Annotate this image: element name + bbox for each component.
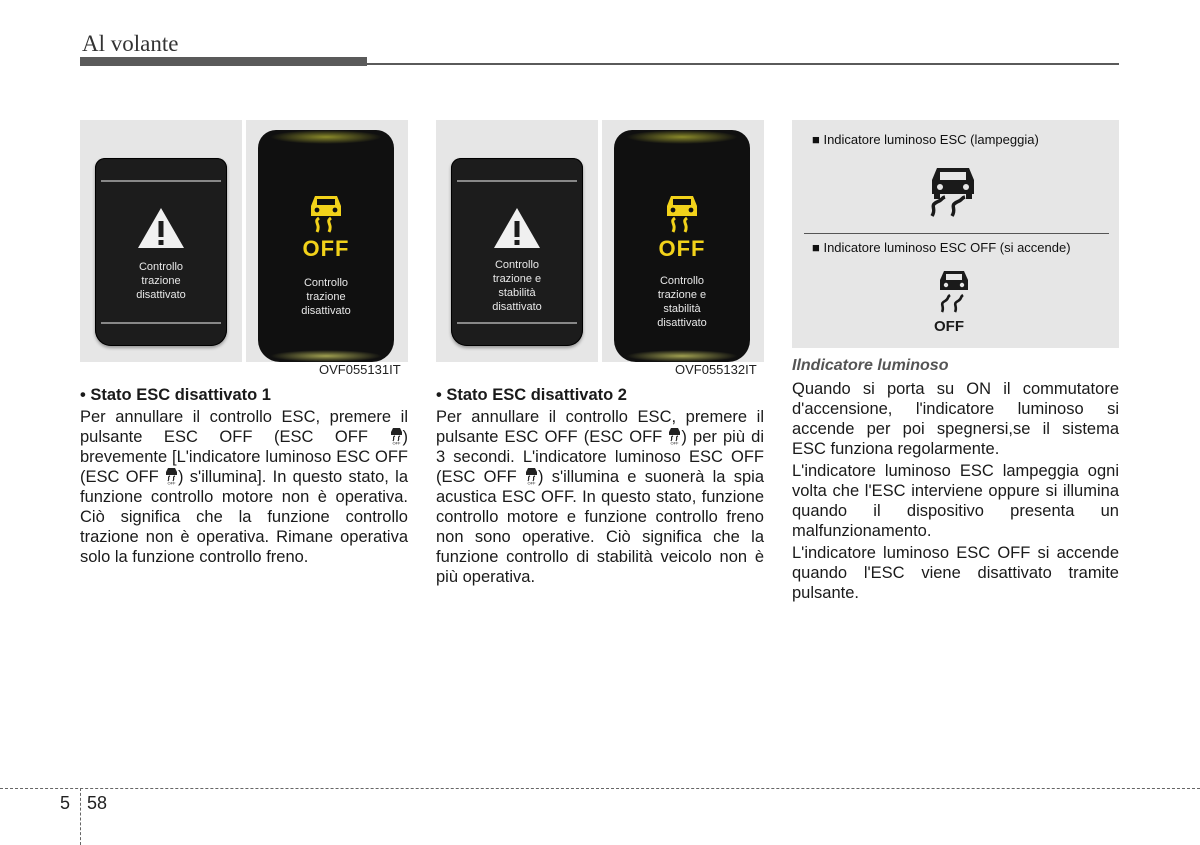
body-paragraph: Quando si porta su ON il commutatore d'accensione, l'indicatore luminoso si accende per poi spegnersi,se il sistema ESC funziona regolarmente. [792,380,1119,458]
footer-divider [80,788,81,845]
indicator-legend-box [792,120,1119,348]
body-paragraph: Per annullare il controllo ESC, premere il pulsante ESC OFF (ESC OFF OFF ) per più di 3 secondi. L'indicatore luminoso ESC OFF (ESC OFF OFF ) s'illumina e suonerà la spia acustica ESC OFF. In questo stato, funzione controllo motore e funzione controllo freno non sono operative. Ciò significa che la funzione controllo di stabilità veicolo non è più operativa. [436,408,765,586]
esc-off-icon-label: OFF [934,318,964,335]
figure-caption: OVF055132IT [675,362,757,377]
esc-button-label: Controllo trazione disattivato [301,277,351,317]
indicator-off-label: ■ Indicatore luminoso ESC OFF (si accende) [812,240,1071,255]
esc-car-icon [307,190,345,236]
page-number: 58 [87,793,108,813]
esc-off-inline-icon [525,467,538,485]
svg-text:OFF: OFF [392,440,400,445]
esc-off-inline-icon [165,467,178,485]
esc-button-label: Controllo trazione e stabilità disattivato [657,275,707,329]
page-header-title: Al volante [82,31,179,56]
body-paragraph: L'indicatore luminoso ESC OFF si accende quando l'ESC viene disattivato tramite pulsante. [792,544,1119,602]
off-label: OFF [658,236,706,261]
esc-indicator-icon [927,164,979,218]
text-column-3 [792,356,1119,603]
section-heading: • Stato ESC disattivato 2 [436,386,627,404]
figure-caption: OVF055131IT [319,362,401,377]
indicator-blink-label: ■ Indicatore luminoso ESC (lampeggia) [812,132,1039,147]
esc-off-indicator-icon [936,268,972,318]
esc-button-lit [614,130,750,362]
figure-esc-state-2 [436,120,764,362]
body-paragraph: Per annullare il controllo ESC, premere il pulsante ESC OFF (ESC OFF OFF ) brevemente [L'indicatore luminoso ESC OFF (ESC OFF OFF ) s'illumina]. In questo stato, la funzione controllo motore non è operativa. Ciò significa che la funzione controllo trazione non è operativa. Rimane operativa solo la funzione controllo freno. [80,408,408,566]
esc-button-lit [258,130,394,362]
footer-rule [0,788,1200,789]
warning-triangle-icon [492,206,542,250]
esc-button-unlit [451,158,583,346]
esc-car-icon [663,190,701,236]
off-label: OFF [302,236,350,261]
header-bar [80,57,367,66]
esc-off-inline-icon [390,427,403,445]
body-paragraph: L'indicatore luminoso ESC lampeggia ogni volta che l'ESC interviene oppure si illumina quando il dispositivo presenta un malfunzionamento. [792,462,1119,540]
divider [804,233,1109,234]
esc-button-label: Controllo trazione disattivato [136,261,186,301]
header-rule [367,63,1119,65]
svg-text:OFF: OFF [670,440,679,445]
section-heading: • Stato ESC disattivato 1 [80,386,271,404]
figure-esc-state-1 [80,120,408,362]
esc-off-inline-icon [668,427,681,445]
esc-button-unlit [95,158,227,346]
section-heading: Ilndicatore luminoso [792,357,949,374]
chapter-number: 5 [60,793,71,813]
esc-button-label: Controllo trazione e stabilità disattivato [492,259,542,313]
text-column-1 [80,385,408,567]
svg-text:OFF: OFF [527,480,536,485]
text-column-2 [436,385,764,587]
svg-text:OFF: OFF [167,480,176,485]
warning-triangle-icon [136,206,186,250]
